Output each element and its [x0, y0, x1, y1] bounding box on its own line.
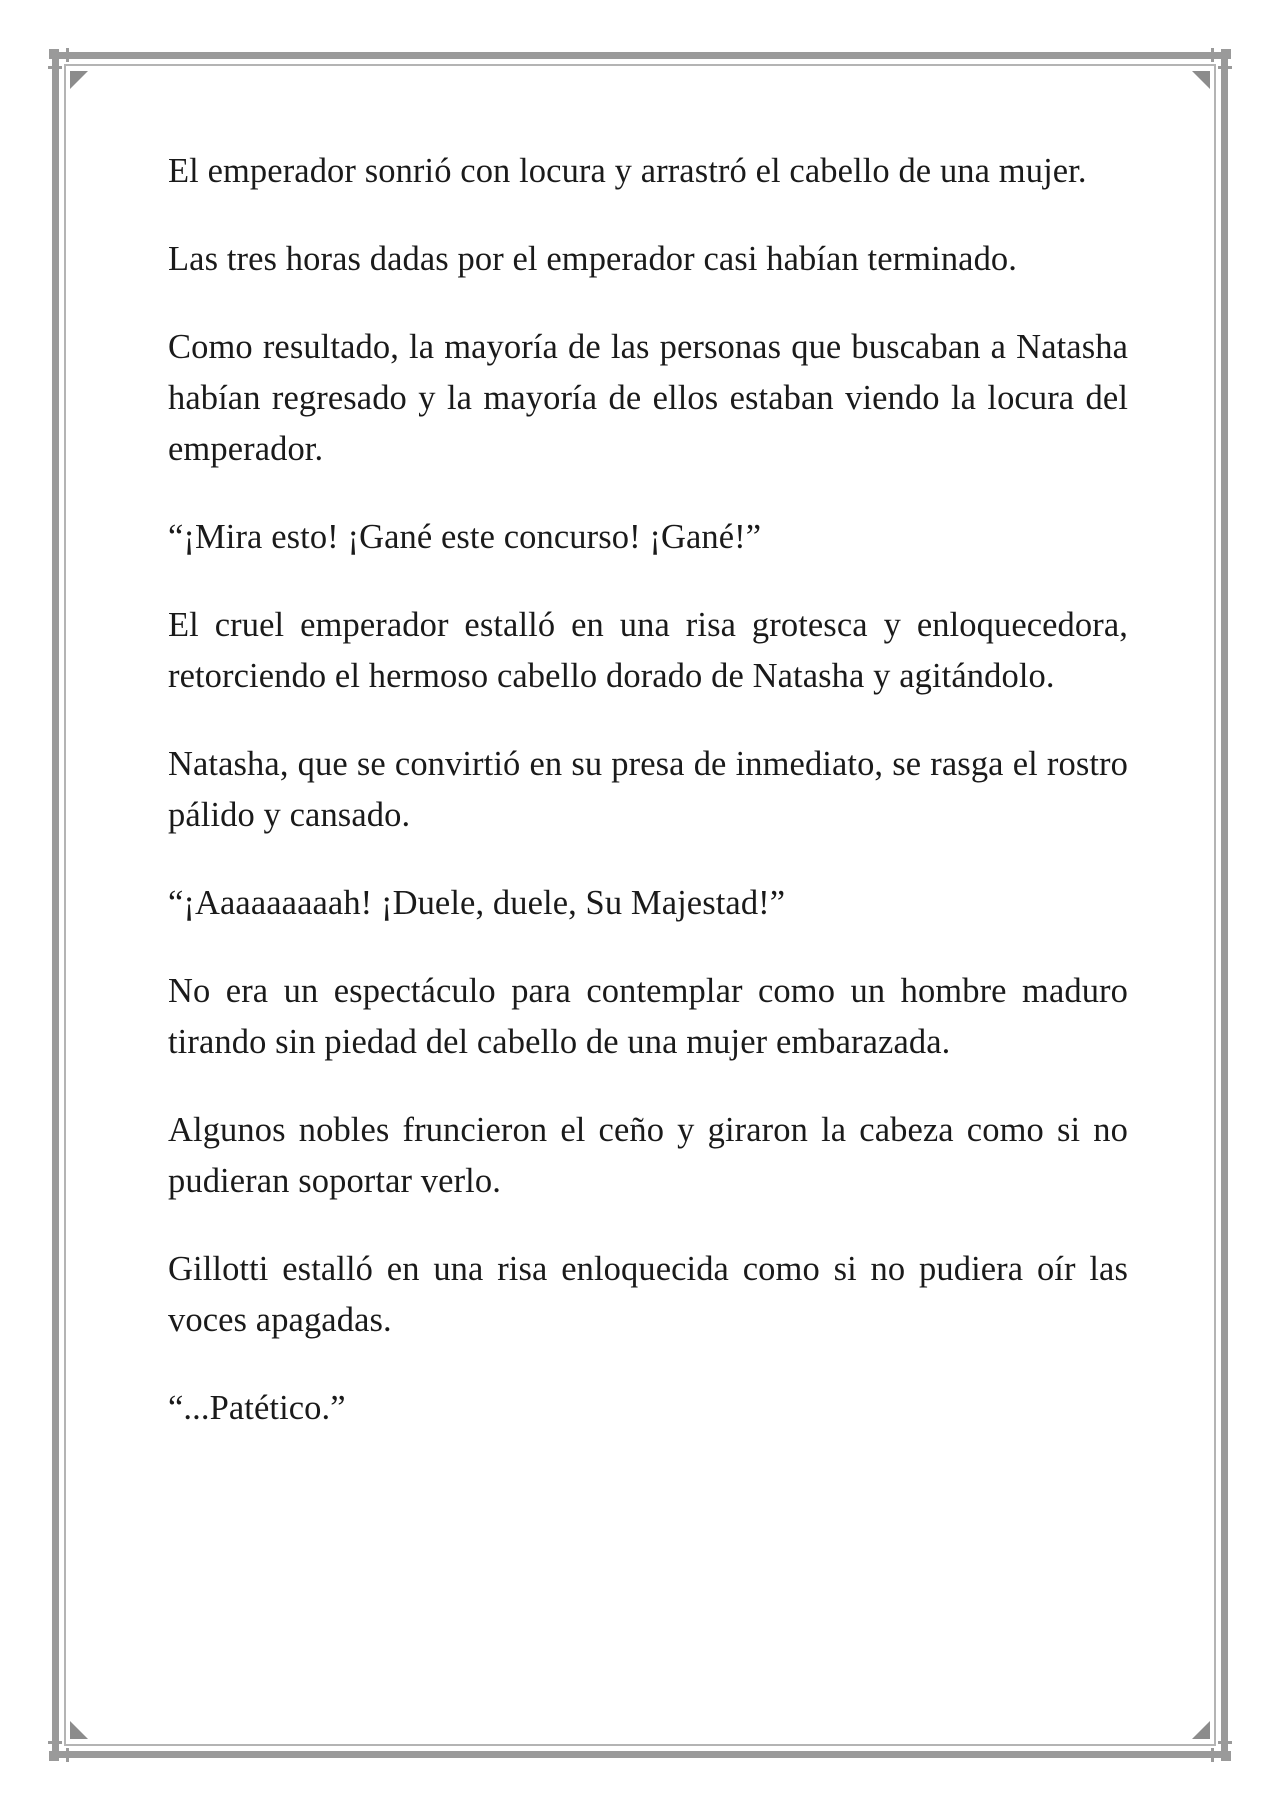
- corner-triangle-icon: [70, 1721, 88, 1739]
- corner-triangle-icon: [1192, 71, 1210, 89]
- paragraph: Las tres horas dadas por el emperador casi habían terminado.: [168, 240, 1018, 278]
- paragraph: El cruel emperador estalló en una risa grotesca y enloquecedora, retorciendo el hermoso cabello dorado de Natasha y agitándolo.: [168, 606, 1128, 695]
- corner-tick: [48, 66, 62, 69]
- paragraph: Gillotti estalló en una risa enloquecida como si no pudiera oír las voces apagadas.: [168, 1250, 1128, 1339]
- corner-tick: [1211, 1748, 1214, 1762]
- body-text: [168, 146, 1128, 1471]
- dialogue-line: “¡Mira esto! ¡Gané este concurso! ¡Gané!”: [168, 518, 762, 556]
- paragraph: El emperador sonrió con locura y arrastró el cabello de una mujer.: [168, 152, 1087, 190]
- corner-ornament-bottom-left: [49, 1751, 59, 1761]
- corner-ornament-bottom-right: [1221, 1751, 1231, 1761]
- corner-ornament-top-left: [49, 49, 59, 59]
- paragraph: No era un espectáculo para contemplar como un hombre maduro tirando sin piedad del cabello de una mujer embarazada.: [168, 972, 1128, 1061]
- corner-tick: [48, 1741, 62, 1744]
- corner-triangle-icon: [1192, 1721, 1210, 1739]
- paragraph: Algunos nobles fruncieron el ceño y giraron la cabeza como si no pudieran soportar verlo.: [168, 1111, 1128, 1200]
- corner-ornament-top-right: [1221, 49, 1231, 59]
- paragraph: Como resultado, la mayoría de las personas que buscaban a Natasha habían regresado y la mayoría de ellos estaban viendo la locura del emperador.: [168, 328, 1128, 468]
- corner-tick: [1211, 48, 1214, 62]
- dialogue-line: “¡Aaaaaaaaah! ¡Duele, duele, Su Majestad!”: [168, 884, 786, 922]
- paragraph: Natasha, que se convirtió en su presa de inmediato, se rasga el rostro pálido y cansado.: [168, 745, 1128, 834]
- corner-tick: [1218, 1741, 1232, 1744]
- dialogue-line: “...Patético.”: [168, 1389, 346, 1427]
- corner-tick: [66, 1748, 69, 1762]
- corner-triangle-icon: [70, 71, 88, 89]
- corner-tick: [66, 48, 69, 62]
- corner-tick: [1218, 66, 1232, 69]
